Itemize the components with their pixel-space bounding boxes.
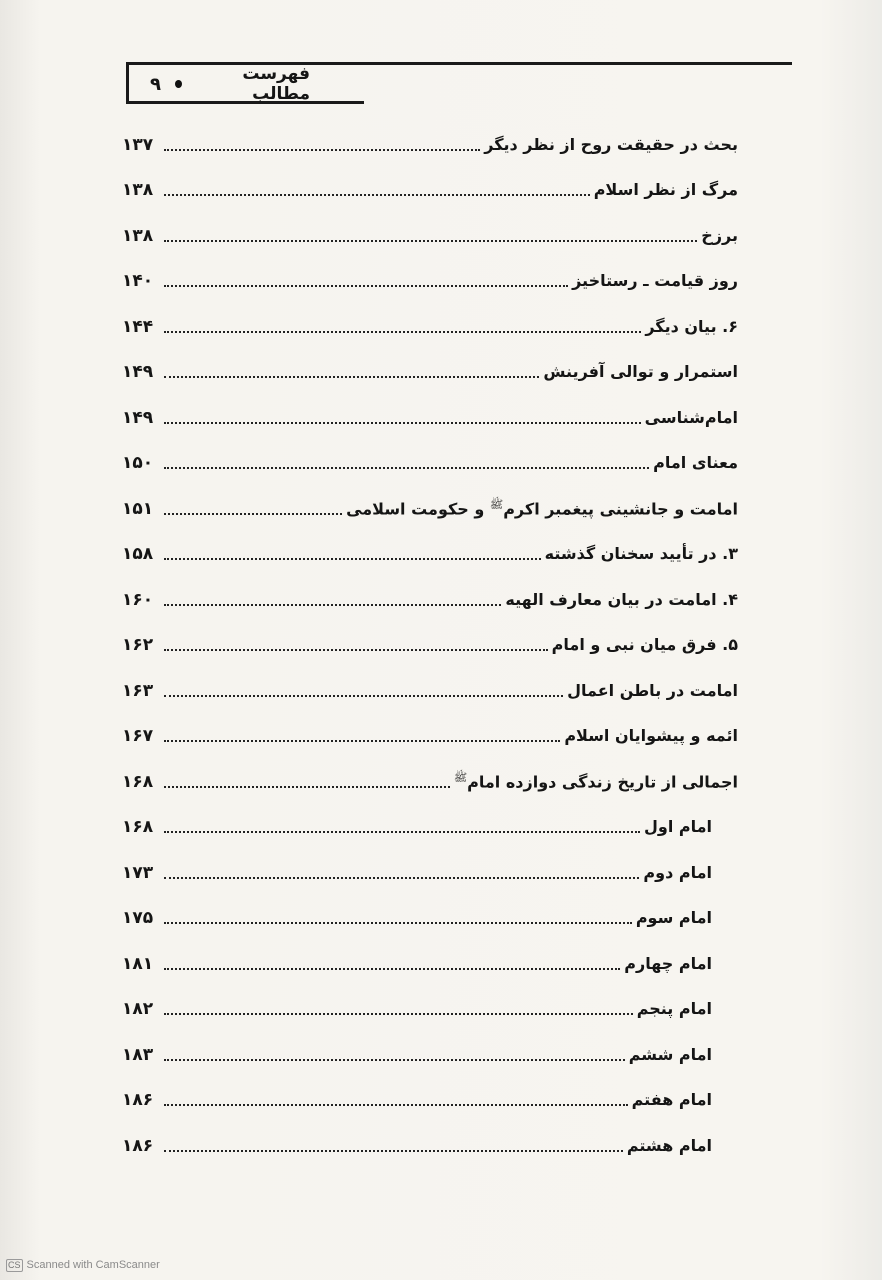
dot-leader	[164, 968, 620, 970]
toc-entry-page: ۱۸۲	[122, 999, 154, 1019]
toc-entry-title: روز قیامت ـ رستاخیز	[572, 271, 738, 290]
toc-entry-page: ۱۵۱	[122, 499, 154, 519]
toc-entry-title: ۵. فرق میان نبی و امام	[551, 635, 738, 654]
toc-entry	[122, 219, 738, 249]
toc-entry-title	[344, 492, 738, 522]
toc-entry-page: ۱۵۸	[122, 544, 154, 564]
toc-entry	[122, 765, 738, 795]
toc-entry-page: ۱۸۳	[122, 1045, 154, 1065]
dot-leader	[164, 513, 342, 515]
salutation-mark: ﷺ	[489, 497, 504, 511]
dot-leader	[164, 285, 568, 287]
scanner-watermark	[6, 1257, 160, 1273]
dot-leader	[164, 1013, 633, 1015]
toc-entry-page: ۱۳۸	[122, 180, 154, 200]
toc-entry-title	[452, 765, 738, 795]
toc-entry-title: امام هشتم	[626, 1136, 712, 1155]
toc-entry-page: ۱۷۵	[122, 908, 154, 928]
dot-leader	[164, 149, 480, 151]
dot-leader	[164, 922, 632, 924]
toc-subentry	[122, 810, 712, 840]
toc-entry-page: ۱۶۳	[122, 681, 154, 701]
dot-leader	[164, 831, 640, 833]
toc-entry-page: ۱۶۷	[122, 726, 154, 746]
toc-entry-page: ۱۸۶	[122, 1136, 154, 1156]
toc-subentry	[122, 1129, 712, 1159]
dot-leader	[164, 422, 641, 424]
toc-entry-title: ۳. در تأیید سخنان گذشته	[544, 544, 738, 563]
dot-leader	[164, 740, 560, 742]
toc-entry-title: امام هفتم	[631, 1090, 712, 1109]
toc-entry-page: ۱۸۱	[122, 954, 154, 974]
dot-leader	[164, 240, 697, 242]
toc-entry-title-part: امامت و جانشینی پیغمبر اکرم	[503, 499, 738, 518]
toc-entry-page: ۱۳۷	[122, 135, 154, 155]
dot-leader	[164, 194, 590, 196]
watermark-text: Scanned with CamScanner	[26, 1259, 160, 1271]
dot-leader	[164, 1104, 628, 1106]
dot-leader	[164, 467, 649, 469]
toc-entry	[122, 719, 738, 749]
toc-entry-page: ۱۴۰	[122, 271, 154, 291]
toc-entry-page: ۱۶۰	[122, 590, 154, 610]
toc-entry-title: امامت در باطن اعمال	[567, 681, 738, 700]
toc-subentry	[122, 1083, 712, 1113]
toc-entry-title: بحث در حقیقت روح از نظر دیگر	[484, 135, 738, 154]
toc-entry-page: ۱۷۳	[122, 863, 154, 883]
toc-entry-title: امام‌شناسی	[644, 408, 738, 427]
toc-entry-title: ۴. امامت در بیان معارف الهیه	[505, 590, 738, 609]
toc-entry-page: ۱۴۴	[122, 317, 154, 337]
toc-subentry	[122, 992, 712, 1022]
dot-leader	[164, 1150, 623, 1152]
toc-entry-page: ۱۶۲	[122, 635, 154, 655]
toc-subentry	[122, 947, 712, 977]
salutation-mark: ﷺ	[453, 770, 468, 784]
toc-entry-title: برزخ	[701, 226, 738, 245]
dot-leader	[164, 695, 563, 697]
toc-entry-page: ۱۴۹	[122, 362, 154, 382]
toc-entry-title: ائمه و پیشوایان اسلام	[564, 726, 738, 745]
toc-entry-page: ۱۴۹	[122, 408, 154, 428]
toc-entry	[122, 264, 738, 294]
dot-leader	[164, 558, 541, 560]
toc-entry	[122, 537, 738, 567]
toc-entry	[122, 492, 738, 522]
dot-leader	[164, 1059, 625, 1061]
dot-leader	[164, 376, 539, 378]
toc-entry-title: امام پنجم	[636, 999, 712, 1018]
toc-entry-title: معنای امام	[653, 453, 738, 472]
toc-entry-page: ۱۳۸	[122, 226, 154, 246]
toc-entry	[122, 173, 738, 203]
toc-entry-title-part: اجمالی از تاریخ زندگی دوازده امام	[467, 772, 738, 791]
dot-leader	[164, 331, 641, 333]
toc-entry	[122, 583, 738, 613]
toc-entry-page: ۱۶۸	[122, 772, 154, 792]
toc-entry	[122, 310, 738, 340]
toc-entry	[122, 628, 738, 658]
toc-entry-title: امام سوم	[635, 908, 712, 927]
toc-entry-title-part: و حکومت اسلامی	[346, 499, 490, 518]
toc-entry-page: ۱۵۰	[122, 453, 154, 473]
toc-entry	[122, 674, 738, 704]
dot-leader	[164, 877, 639, 879]
toc-entry-title: مرگ از نظر اسلام	[593, 180, 738, 199]
dot-leader	[164, 604, 501, 606]
toc-entry-title: ۶. بیان دیگر	[645, 317, 738, 336]
dot-leader	[164, 649, 548, 651]
toc-entry	[122, 355, 738, 385]
toc-entry	[122, 128, 738, 158]
toc-entry-page: ۱۶۸	[122, 817, 154, 837]
toc-entry	[122, 446, 738, 476]
toc-entry-title: استمرار و توالی آفرینش	[543, 362, 738, 381]
header-page-number: ۹	[150, 73, 161, 95]
toc-entry	[122, 401, 738, 431]
toc-subentry	[122, 901, 712, 931]
toc-entry-page: ۱۸۶	[122, 1090, 154, 1110]
header-title: فهرست مطالب	[242, 64, 310, 104]
toc-entry-title: امام ششم	[628, 1045, 712, 1064]
toc-entry-title: امام اول	[643, 817, 712, 836]
dot-leader	[164, 786, 450, 788]
toc-entry-title: امام دوم	[643, 863, 712, 882]
toc-entry-title: امام چهارم	[624, 954, 712, 973]
toc-subentry	[122, 1038, 712, 1068]
toc-subentry	[122, 856, 712, 886]
camscanner-logo-icon: CS	[8, 1259, 21, 1270]
